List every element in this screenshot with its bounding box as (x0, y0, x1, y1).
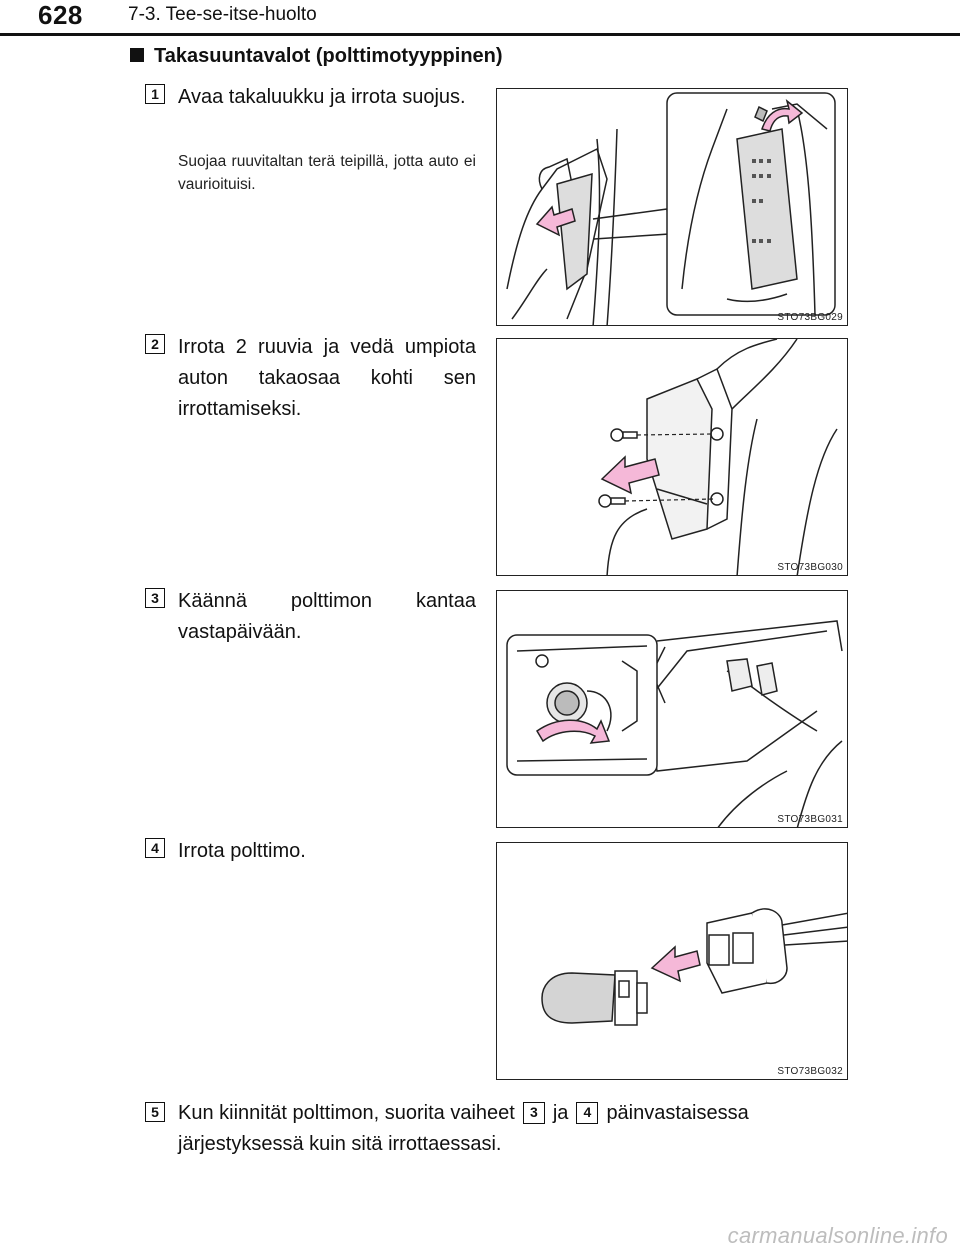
step-1-text: Avaa takaluukku ja irrota suojus. (178, 86, 466, 108)
section-title-text: Takasuuntavalot (polttimotyyppinen) (154, 45, 503, 67)
figure-code: STO73BG030 (777, 562, 843, 573)
step-3-text: Käännä polttimon kantaa vastapäivään. (178, 590, 476, 643)
step-reference-3: 3 (523, 1102, 545, 1124)
figure-step-3 (496, 590, 848, 828)
chapter-title: 7-3. Tee-se-itse-huolto (128, 4, 317, 25)
page-number: 628 (38, 0, 83, 30)
header-divider (0, 33, 960, 36)
step-1-note: Suojaa ruuvitaltan terä teipillä, jotta auto ei vaurioituisi. (178, 153, 476, 193)
figure-step-1 (496, 88, 848, 326)
section-title (130, 45, 503, 68)
tail-light-cover-illustration (497, 89, 848, 326)
figure-code: STO73BG032 (777, 1066, 843, 1077)
figure-code: STO73BG029 (777, 312, 843, 323)
step-4-badge: 4 (145, 838, 165, 858)
step-2-badge: 2 (145, 334, 165, 354)
square-bullet-icon (130, 48, 144, 62)
step-1-badge: 1 (145, 84, 165, 104)
bulb-socket-turn-illustration (497, 591, 848, 828)
step-3-badge: 3 (145, 588, 165, 608)
figure-step-4 (496, 842, 848, 1080)
tail-light-removal-illustration (497, 339, 848, 576)
step-5-text (178, 1098, 858, 1160)
step-reference-4: 4 (576, 1102, 598, 1124)
pull-arrow-icon (602, 457, 659, 493)
bulb-removal-illustration (497, 843, 848, 1080)
watermark: carmanualsonline.info (727, 1223, 948, 1248)
step-5-text-part1: Kun kiinnität polttimon, suorita vaiheet (178, 1102, 515, 1124)
step-4-text: Irrota polttimo. (178, 840, 306, 862)
step-5-badge: 5 (145, 1102, 165, 1122)
step-2-text: Irrota 2 ruuvia ja vedä umpiota auton takaosaa kohti sen irrottamiseksi. (178, 336, 476, 420)
figure-step-2 (496, 338, 848, 576)
step-5-text-part3: päinvastaisessa järjestyksessä kuin sitä irrottaessasi. (178, 1102, 749, 1155)
step-5-text-part2: ja (552, 1102, 569, 1124)
pull-arrow-icon (652, 947, 700, 981)
figure-code: STO73BG031 (777, 814, 843, 825)
